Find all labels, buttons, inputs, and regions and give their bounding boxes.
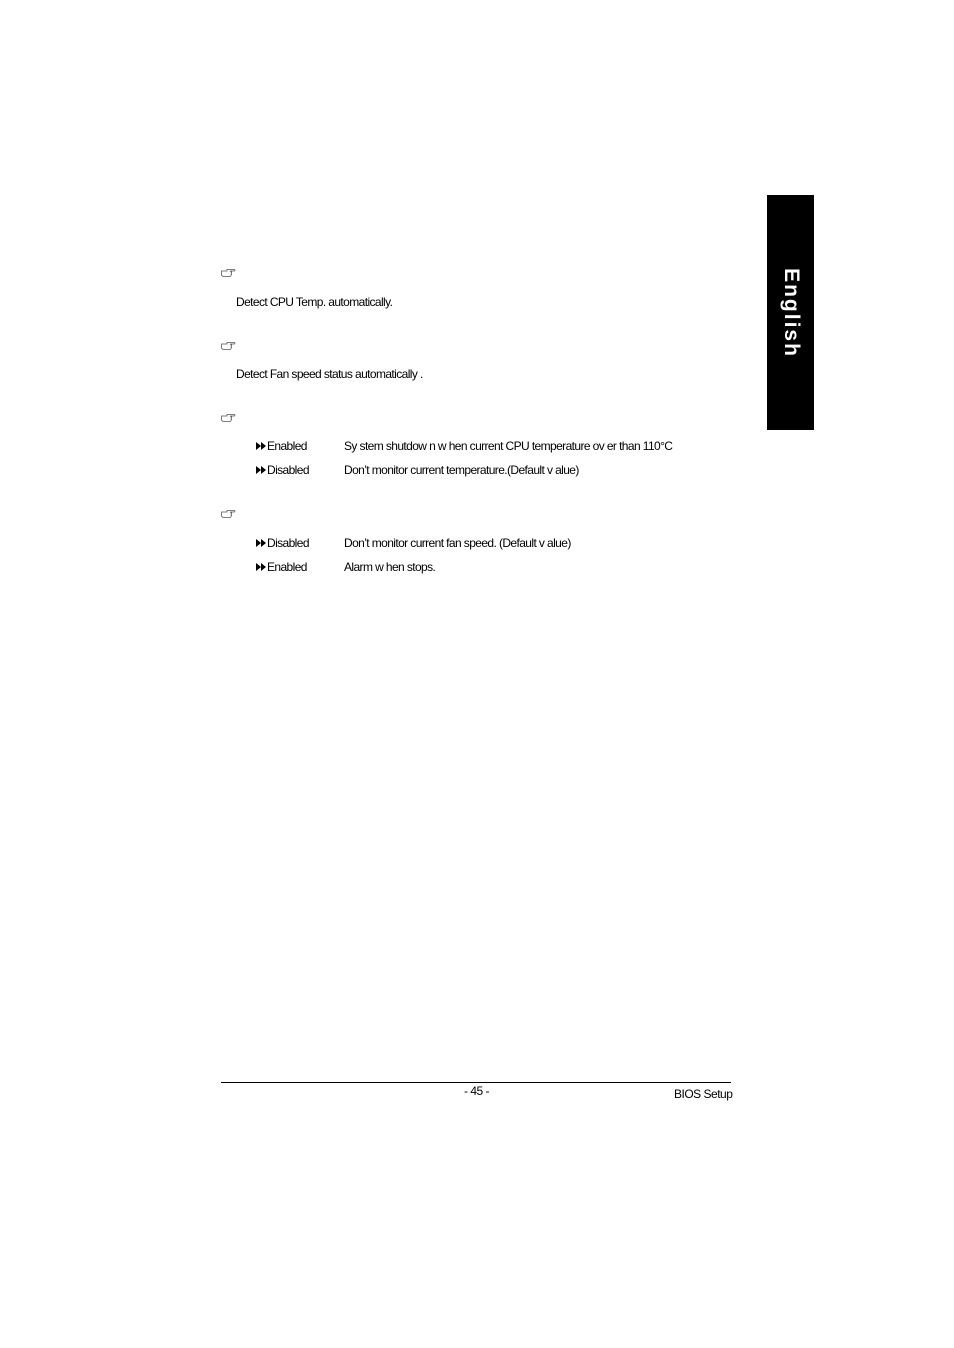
pointing-hand-icon xyxy=(221,268,236,277)
pointing-hand-icon xyxy=(221,413,236,422)
page-number: - 45 - xyxy=(464,1084,490,1098)
double-arrow-icon xyxy=(256,563,267,571)
footer-section-label: BIOS Setup xyxy=(674,1087,733,1101)
footer-divider xyxy=(221,1082,731,1083)
language-tab-label: English xyxy=(779,267,803,358)
option-description: Alarm w hen stops. xyxy=(344,560,436,574)
cpu-temp-description: Detect CPU Temp. automatically. xyxy=(236,295,393,309)
option-value: Disabled xyxy=(267,536,309,550)
double-arrow-icon xyxy=(256,442,267,450)
option-description: Don’t monitor current fan speed. (Default v alue) xyxy=(344,536,571,550)
pointing-hand-icon xyxy=(221,341,236,350)
pointing-hand-icon xyxy=(221,509,236,518)
option-description: Sy stem shutdow n w hen current CPU temperature ov er than 110°C xyxy=(344,439,673,453)
option-value: Enabled xyxy=(267,560,307,574)
option-value: Enabled xyxy=(267,439,307,453)
double-arrow-icon xyxy=(256,539,267,547)
option-value: Disabled xyxy=(267,463,309,477)
double-arrow-icon xyxy=(256,466,267,474)
language-side-tab xyxy=(767,195,814,430)
option-description: Don’t monitor current temperature.(Default v alue) xyxy=(344,463,579,477)
fan-speed-description: Detect Fan speed status automatically . xyxy=(236,367,423,381)
